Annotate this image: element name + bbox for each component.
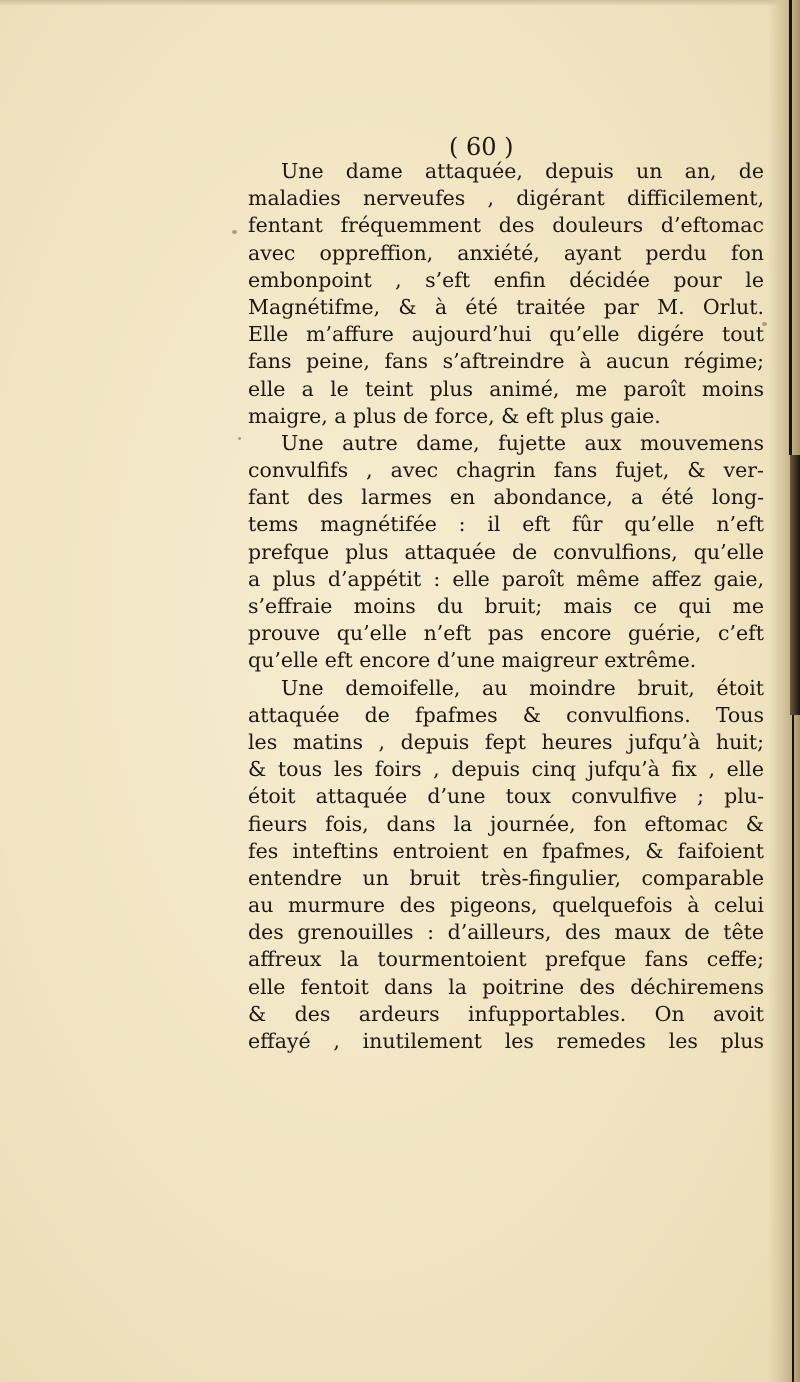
text-line: elle a le teint plus animé, me paroît moins [248, 376, 764, 401]
body-text [248, 158, 764, 1055]
text-line: affreux la tourmentoient prefque fans ceffe; [248, 947, 764, 972]
text-line: attaquée de fpafmes & convulfions. Tous [248, 702, 764, 727]
text-line: convulfifs , avec chagrin fans fujet, & ver- [248, 458, 764, 483]
text-line: qu’elle eft encore d’une maigreur extrême. [248, 648, 697, 673]
text-line: a plus d’appétit : elle paroît même affez gaie, [248, 566, 764, 591]
text-line: au murmure des pigeons, quelquefois à celui [248, 893, 764, 918]
spine-shadow-band [790, 455, 800, 715]
text-line: prouve qu’elle n’eft pas encore guérie, c’eft [248, 621, 764, 646]
text-line: & des ardeurs infupportables. On avoit [248, 1001, 764, 1026]
text-line: les matins , depuis fept heures jufqu’à huit; [248, 729, 764, 754]
text-line: prefque plus attaquée de convulfions, qu’elle [248, 539, 764, 564]
text-line: elle fentoit dans la poitrine des déchiremens [248, 974, 764, 999]
spine-shadow-line-lower [792, 715, 794, 1382]
spine-shadow-line-upper [789, 0, 792, 455]
text-line: fant des larmes en abondance, a été long- [248, 485, 764, 510]
text-line: Magnétifme, & à été traitée par M. Orlut. [248, 294, 764, 319]
text-line: tems magnétifée : il eft fûr qu’elle n’eft [248, 512, 764, 537]
text-line: étoit attaquée d’une toux convulfive ; plu- [248, 784, 764, 809]
text-line: entendre un bruit très-fingulier, comparable [248, 865, 764, 890]
paper-speck [232, 230, 237, 234]
text-line: Elle m’affure aujourd’hui qu’elle digére tout [248, 322, 764, 347]
text-line: fans peine, fans s’aftreindre à aucun régime; [248, 349, 764, 374]
text-line: embonpoint , s’eft enfin décidée pour le [248, 267, 764, 292]
text-line: avec oppreffion, anxiété, ayant perdu fon [248, 240, 764, 265]
text-line: fentant fréquemment des douleurs d’eftomac [248, 213, 764, 238]
text-line: Une demoifelle, au moindre bruit, étoit [281, 675, 764, 700]
text-line: Une dame attaquée, depuis un an, de [281, 159, 764, 183]
text-line: fieurs fois, dans la journée, fon eftomac & [248, 811, 764, 836]
page-number: ( 60 ) [449, 133, 514, 161]
text-line: des grenouilles : d’ailleurs, des maux de tête [248, 920, 764, 945]
text-line: Une autre dame, fujette aux mouvemens [281, 430, 764, 455]
text-line: maigre, a plus de force, & eft plus gaie. [248, 403, 661, 428]
text-line: fes inteftins entroient en fpafmes, & faifoient [248, 838, 764, 863]
text-line: maladies nerveufes , digérant difficilement, [248, 186, 764, 211]
text-line: s’effraie moins du bruit; mais ce qui me [248, 594, 764, 618]
text-line: & tous les foirs , depuis cinq jufqu’à fix , elle [248, 757, 764, 782]
page-top-edge [0, 0, 800, 6]
paper-speck [238, 437, 241, 440]
text-line: effayé , inutilement les remedes les plus [248, 1029, 764, 1053]
